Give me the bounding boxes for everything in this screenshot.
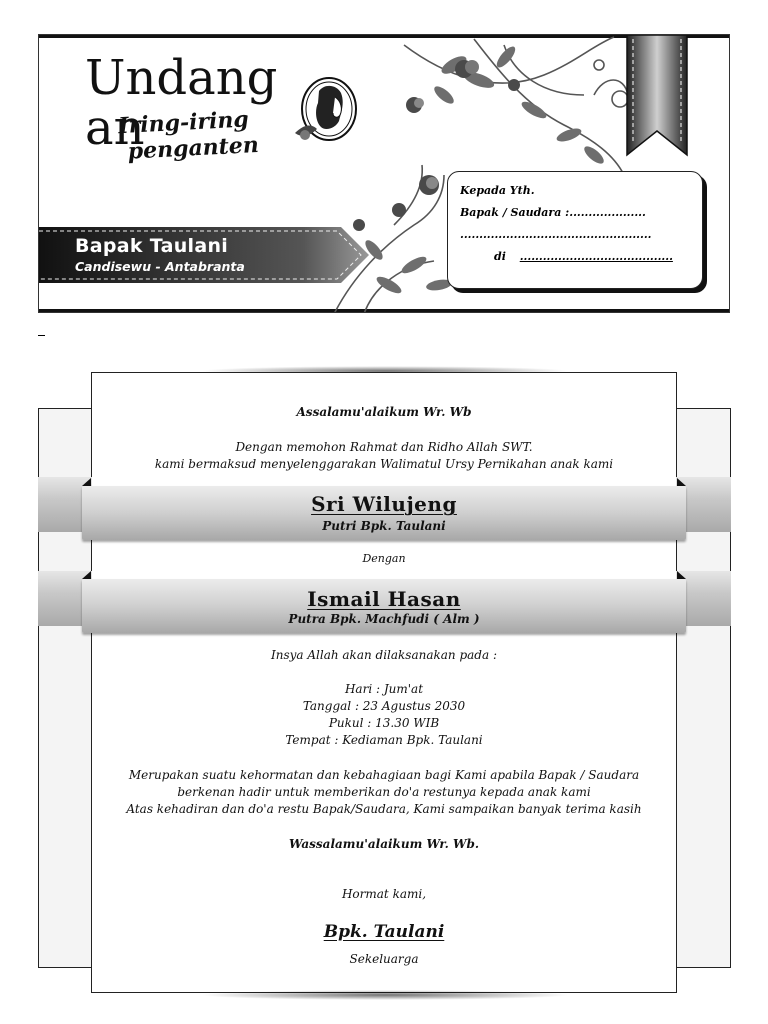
event-place: Tempat : Kediaman Bpk. Taulani: [285, 733, 483, 747]
fold-triangle: [677, 478, 686, 486]
bookmark-ribbon-icon: [625, 35, 689, 157]
conjunction: Dengan: [362, 552, 406, 565]
envelope-card: [38, 34, 730, 313]
address-dots: ..................................................: [460, 228, 652, 241]
groom-name: Ismail Hasan: [307, 587, 461, 611]
address-location-dots: ........................................: [519, 250, 673, 263]
event-date: Tanggal : 23 Agustus 2030: [302, 699, 466, 713]
bride-name: Sri Wilujeng: [311, 492, 457, 516]
ribbon-host-name: Bapak Taulani: [75, 235, 229, 257]
address-salutation: Bapak / Saudara :....................: [460, 206, 646, 219]
event-time: Pukul : 13.30 WIB: [328, 716, 440, 730]
event-day: Hari : Jum'at: [344, 682, 424, 696]
envelope-subtitle: [118, 105, 281, 165]
separator-mark: [38, 335, 45, 336]
opening-line-1: Dengan memohon Rahmat dan Ridho Allah SWT.: [235, 440, 533, 454]
sheet-bottom-shadow: [200, 990, 570, 1000]
subtitle-line-2: penganten: [127, 131, 260, 165]
fold-triangle: [82, 571, 91, 579]
envelope-title: Undangan: [85, 50, 278, 156]
closing-line-1: Merupakan suatu kehormatan dan kebahagiaan bagi Kami apabila Bapak / Saudara: [128, 768, 640, 782]
signature: Bpk. Taulani: [323, 922, 445, 942]
opening-line-2: kami bermaksud menyelenggarakan Walimatul Ursy Pernikahan anak kami: [154, 457, 614, 471]
closing-line-2: berkenan hadir untuk memberikan do'a restunya kepada anak kami: [177, 785, 591, 799]
subtitle-line-1: Iring-iring: [117, 106, 250, 140]
groom-parent: Putra Bpk. Machfudi ( Alm ): [288, 612, 480, 626]
fold-triangle: [677, 571, 686, 579]
greeting: Assalamu'alaikum Wr. Wb: [296, 405, 472, 419]
fold-triangle: [82, 478, 91, 486]
cameo-portrait-icon: [285, 73, 365, 153]
family: Sekeluarga: [349, 952, 419, 966]
closing-line-3: Atas kehadiran dan do'a restu Bapak/Saudara, Kami sampaikan banyak terima kasih: [126, 802, 642, 816]
event-intro: Insya Allah akan dilaksanakan pada :: [270, 648, 497, 662]
regards: Hormat kami,: [341, 887, 427, 901]
bride-parent: Putri Bpk. Taulani: [322, 519, 446, 533]
ribbon-host-place: Candisewu - Antabranta: [75, 259, 245, 274]
address-box: [447, 171, 703, 289]
address-location-label: di: [494, 250, 506, 263]
address-to: Kepada Yth.: [460, 184, 535, 197]
farewell: Wassalamu'alaikum Wr. Wb.: [288, 837, 480, 851]
address-location: [460, 246, 690, 268]
